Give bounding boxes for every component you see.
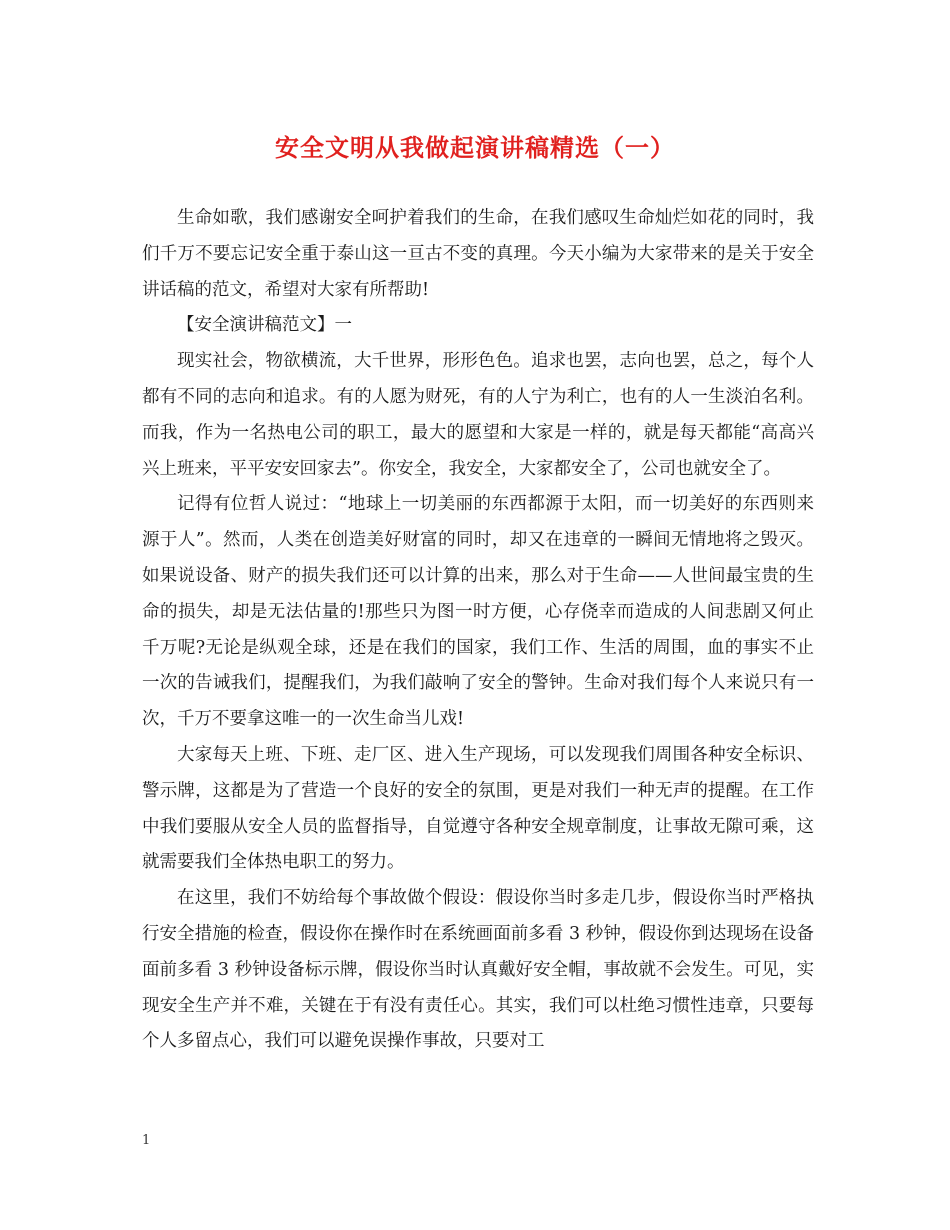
document-title: 安全文明从我做起演讲稿精选（一） xyxy=(275,133,675,162)
paragraph-daily-work: 大家每天上班、下班、走厂区、进入生产现场，可以发现我们周围各种安全标识、警示牌，这都是为了营造一个良好的安全的氛围，更是对我们一种无声的提醒。在工作中我们要服从安全人员的监督指导，自觉遵守各种安全规章制度，让事故无隙可乘，这就需要我们全体热电职工的努力。 xyxy=(142,744,814,873)
paragraph-section-heading: 【安全演讲稿范文】一 xyxy=(177,315,352,336)
page-number: 1 xyxy=(142,1133,151,1148)
document-body xyxy=(142,201,814,1060)
paragraph-intro: 生命如歌，我们感谢安全呵护着我们的生命，在我们感叹生命灿烂如花的同时，我们千万不要忘记安全重于泰山这一亘古不变的真理。今天小编为大家带来的是关于安全讲话稿的范文，希望对大家有所帮助! xyxy=(142,208,814,300)
paragraph-society: 现实社会，物欲横流，大千世界，形形色色。追求也罢，志向也罢，总之，每个人都有不同的志向和追求。有的人愿为财死，有的人宁为利亡，也有的人一生淡泊名利。而我，作为一名热电公司的职工，最大的愿望和大家是一样的，就是每天都能“高高兴兴上班来，平平安安回家去”。你安全，我安全，大家都安全了，公司也就安全了。 xyxy=(142,351,814,479)
paragraph-assumption: 在这里，我们不妨给每个事故做个假设：假设你当时多走几步，假设你当时严格执行安全措施的检查，假设你在操作时在系统画面前多看 3 秒钟，假设你到达现场在设备面前多看 3 秒钟设备标示牌，假设你当时认真戴好安全帽，事故就不会发生。可见，实现安全生产并不难，关键在于有没有责任心。其实，我们可以杜绝习惯性违章，只要每个人多留点心，我们可以避免误操作事故，只要对工 xyxy=(142,888,814,1052)
paragraph-philosopher: 记得有位哲人说过：“地球上一切美丽的东西都源于太阳，而一切美好的东西则来源于人”。然而，人类在创造美好财富的同时，却又在违章的一瞬间无情地将之毁灭。如果说设备、财产的损失我们还可以计算的出来，那么对于生命——人世间最宝贵的生命的损失，却是无法估量的!那些只为图一时方便，心存侥幸而造成的人间悲剧又何止千万呢?无论是纵观全球，还是在我们的国家，我们工作、生活的周围，血的事实不止一次的告诫我们，提醒我们，为我们敲响了安全的警钟。生命对我们每个人来说只有一次，千万不要拿这唯一的一次生命当儿戏! xyxy=(142,494,814,730)
